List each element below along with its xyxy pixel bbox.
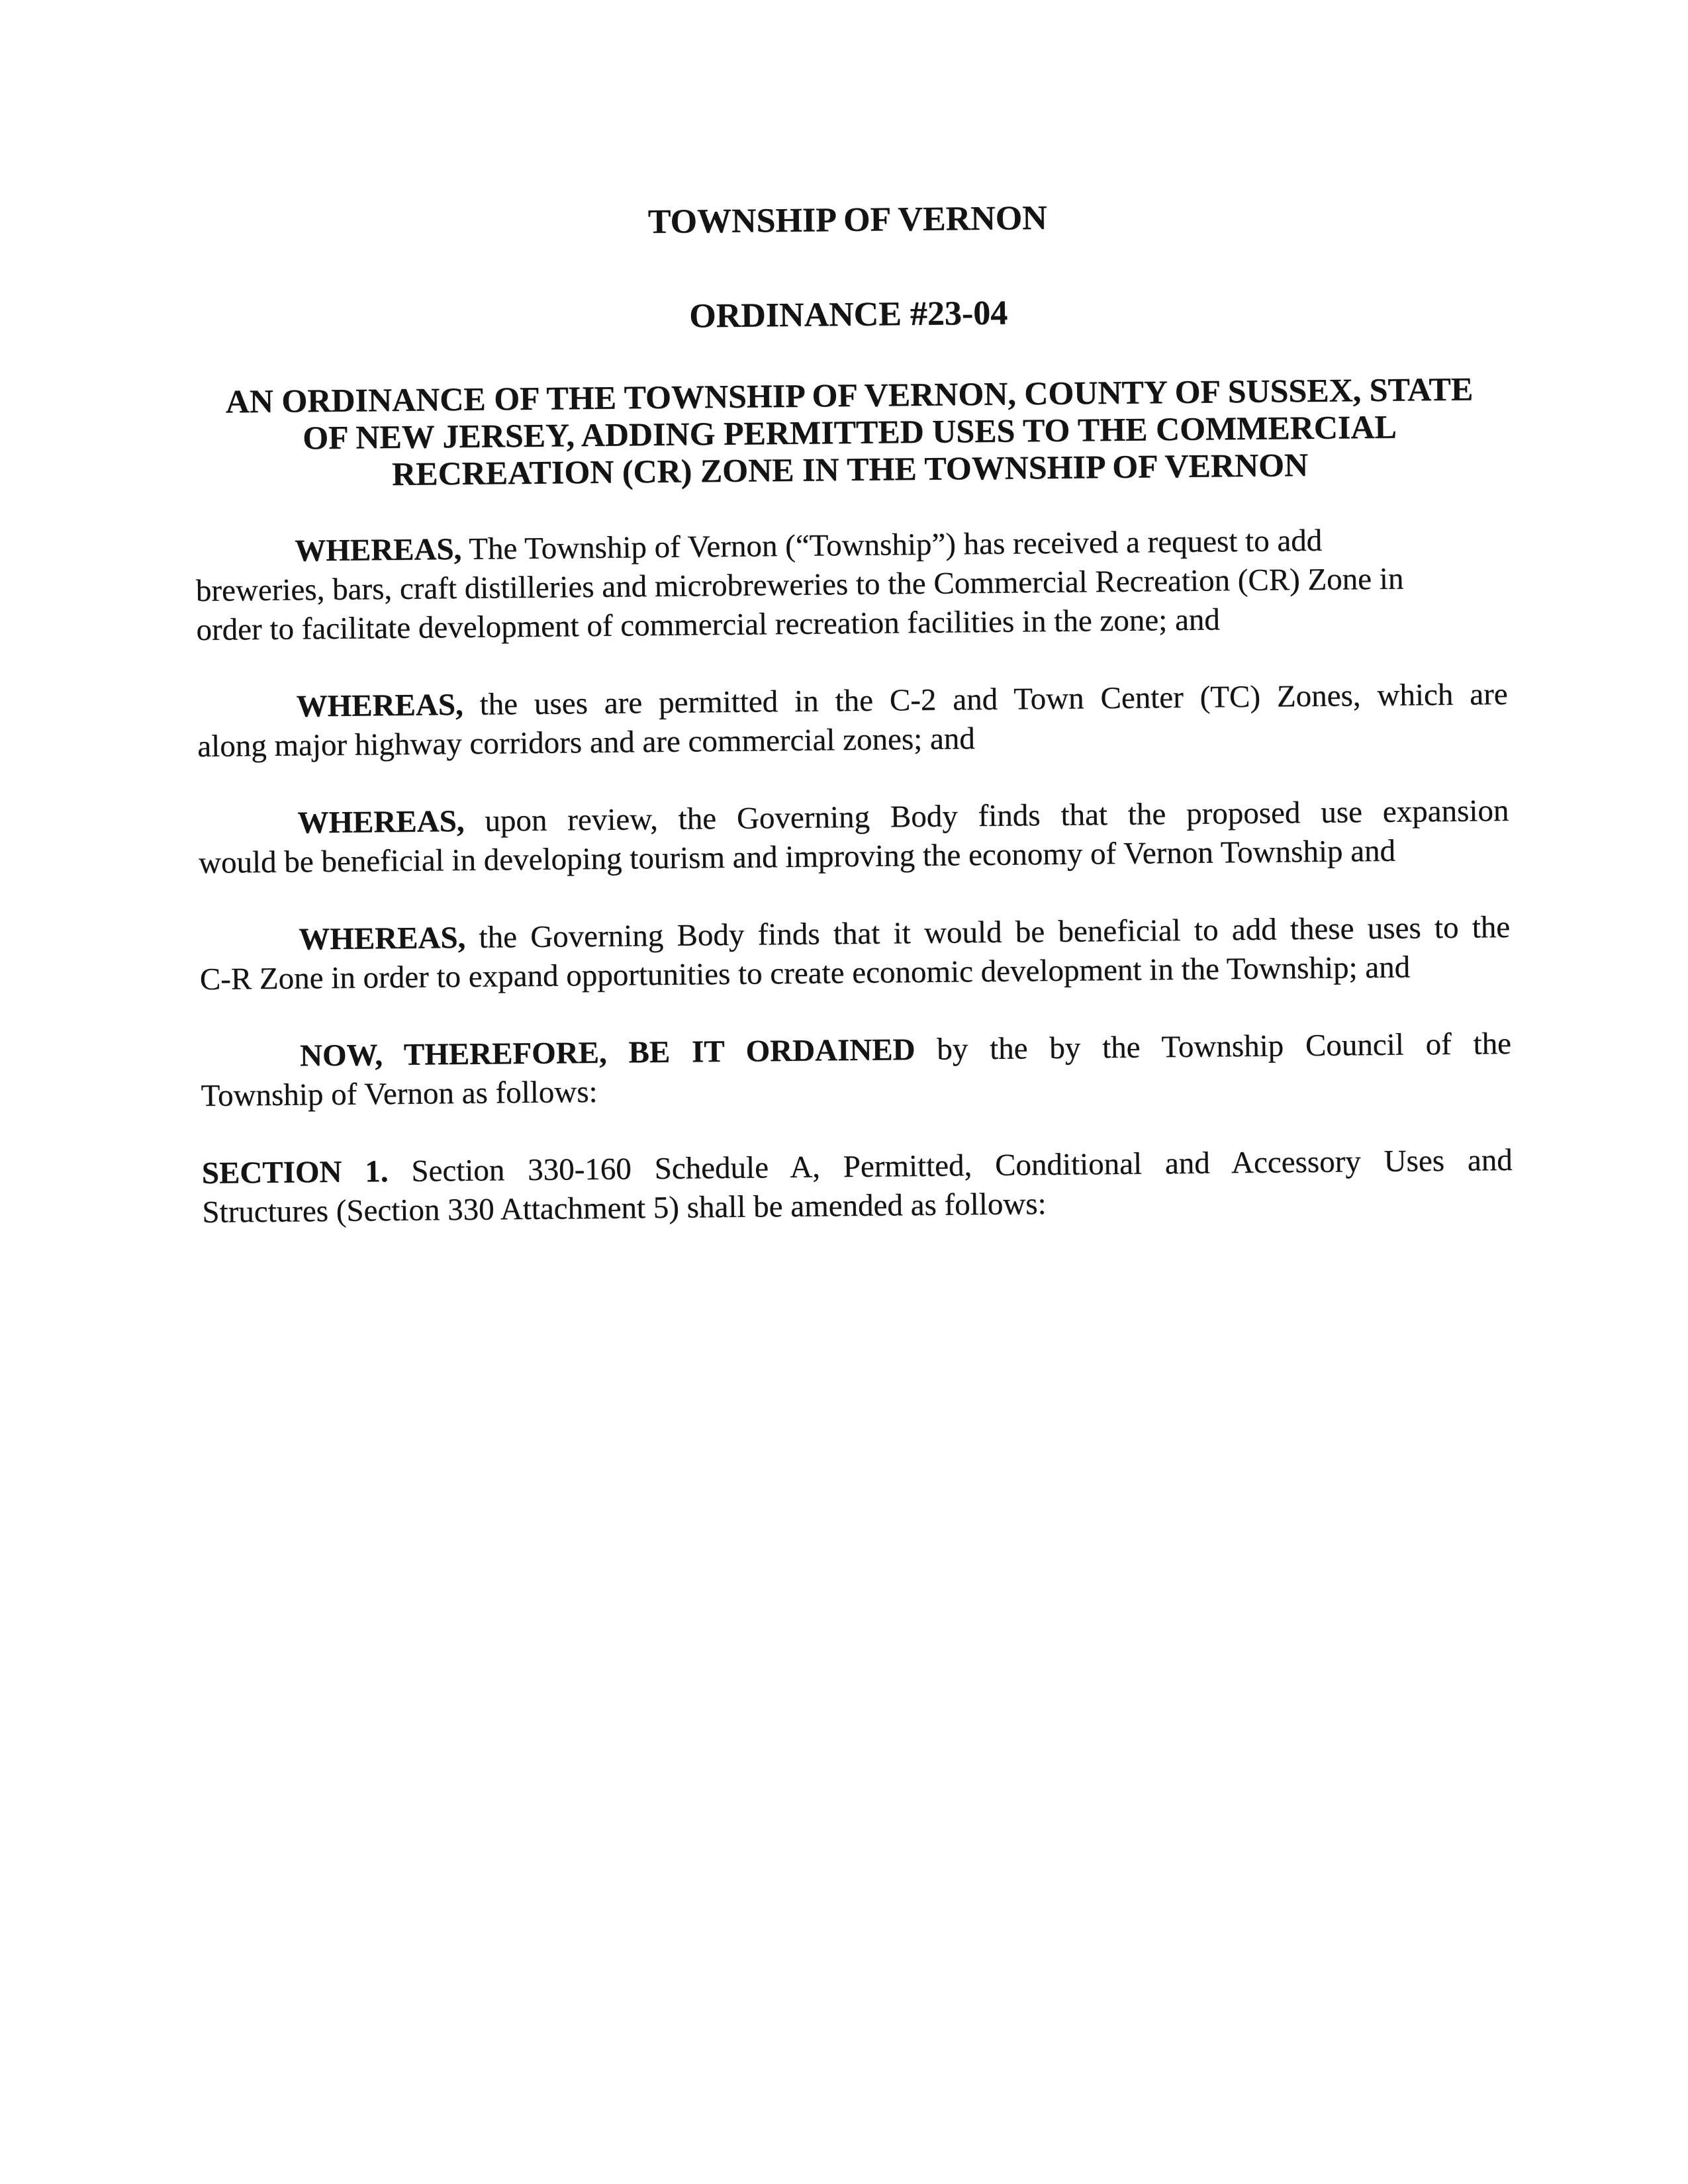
paragraph-text: The Township of Vernon (“Township”) has received a request to add (461, 523, 1323, 567)
paragraph-line: breweries, bars, craft distilleries and microbreweries to the Commercial Recreation (CR) Zone in (195, 561, 1404, 608)
heading-line: OF NEW JERSEY, ADDING PERMITTED USES TO THE COMMERCIAL (302, 408, 1397, 457)
heading-line: RECREATION (CR) ZONE IN THE TOWNSHIP OF VERNON (391, 445, 1309, 492)
whereas-lead: WHEREAS, (297, 803, 465, 841)
whereas-lead: WHEREAS, (298, 920, 466, 957)
paragraph-text: the uses are permitted in the C-2 and Town Center (TC) Zones, which are (463, 676, 1508, 722)
document-title: TOWNSHIP OF VERNON (647, 199, 1047, 242)
ordained-lead: NOW, THEREFORE, BE IT ORDAINED (299, 1032, 915, 1073)
whereas-lead: WHEREAS, (296, 687, 463, 724)
paragraph-last-line: would be beneficial in developing tourism and improving the economy of Vernon Township and (198, 833, 1396, 880)
paragraph-last-line: C-R Zone in order to expand opportunities to create economic development in the Township; and (199, 950, 1411, 997)
paragraph-whereas-1 (195, 520, 1507, 650)
paragraph-whereas-2 (197, 675, 1508, 766)
ordinance-heading (194, 370, 1506, 494)
paragraph-text: by the by the Township Council of the (915, 1026, 1512, 1068)
paragraph-ordained-clause (201, 1024, 1512, 1116)
document-text-block (192, 194, 1513, 1232)
paragraph-section-1 (201, 1141, 1513, 1232)
paragraph-whereas-4 (199, 908, 1511, 999)
paragraph-last-line: order to facilitate development of commercial recreation facilities in the zone; and (196, 602, 1221, 647)
paragraph-last-line: Township of Vernon as follows: (201, 1074, 598, 1113)
heading-line: AN ORDINANCE OF THE TOWNSHIP OF VERNON, COUNTY OF SUSSEX, STATE (225, 370, 1474, 420)
whereas-lead: WHEREAS, (295, 531, 462, 569)
paragraph-text: the Governing Body finds that it would be beneficial to add these uses to the (465, 909, 1511, 955)
paragraph-last-line: Structures (Section 330 Attachment 5) shall be amended as follows: (202, 1187, 1047, 1230)
paragraph-text: Section 330-160 Schedule A, Permitted, Conditional and Accessory Uses and (388, 1142, 1513, 1189)
paragraph-last-line: along major highway corridors and are commercial zones; and (197, 721, 976, 764)
ordinance-number: ORDINANCE #23-04 (688, 294, 1008, 336)
paragraph-text: upon review, the Governing Body finds that the proposed use expansion (464, 793, 1509, 839)
paragraph-whereas-3 (198, 792, 1509, 883)
section-lead: SECTION 1. (201, 1154, 389, 1191)
